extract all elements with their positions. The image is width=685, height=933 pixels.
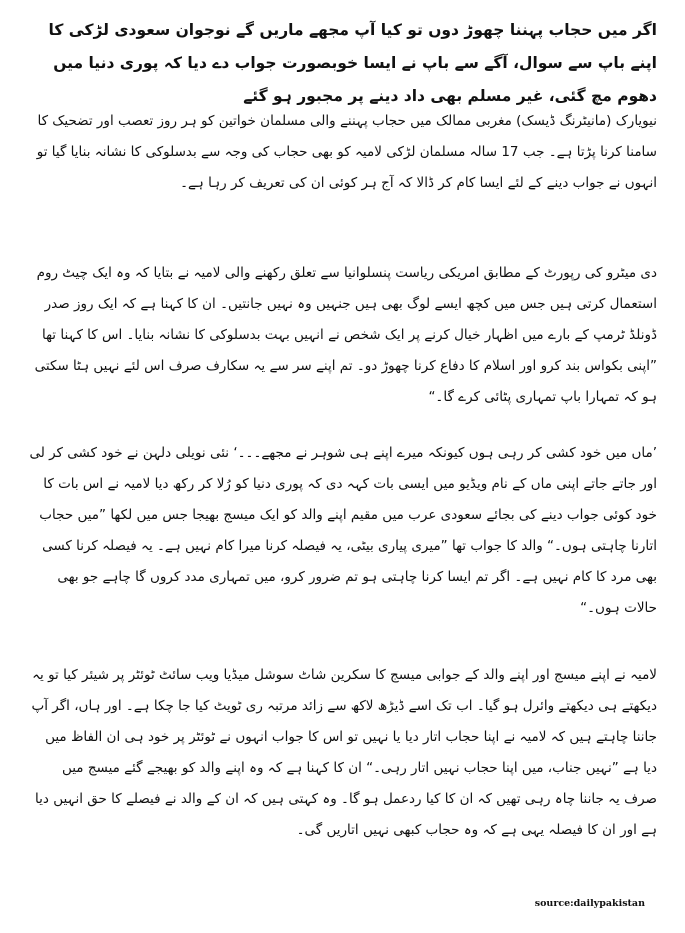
article-paragraph-4: لامیہ نے اپنے میسج اور اپنے والد کے جوابی میسج کا سکرین شاٹ سوشل میڈیا ویب سائٹ ٹوئٹر پر شیئر کیا تو یہ دیکھتے ہی دیکھتے وائرل ہو گیا۔ اب تک اسے ڈیڑھ لاکھ سے زائد مرتبہ ری ٹویٹ کیا جا چکا ہے۔ اور ہاں، اگر آپ جاننا چاہتے ہیں کہ لامیہ نے اپنا حجاب اتار دیا یا نہیں تو اس کا جواب انہوں نے ٹوئٹر پر خود ہی ان الفاظ میں دیا ہے ”نہیں جناب، میں اپنا حجاب نہیں اتار رہی۔“ ان کا کہنا ہے کہ وہ اپنے والد کو بھیجے گئے میسج میں صرف یہ جاننا چاہ رہی تھیں کہ ان کا کیا ردعمل ہو گا۔ وہ کہتی ہیں کہ ان کے والد نے فیصلے کا حق انہیں دیا ہے اور ان کا فیصلہ یہی ہے کہ وہ حجاب کبھی نہیں اتاریں گی۔ xyxy=(31,667,657,838)
article-paragraph-1: نیویارک (مانیٹرنگ ڈیسک) مغربی ممالک میں حجاب پہننے والی مسلمان خواتین کو ہر روز تعصب اور تضحیک کا سامنا کرنا پڑتا ہے۔ جب 17 سالہ مسلمان لڑکی لامیہ کو بھی حجاب کی وجہ سے بدسلوکی کا نشانہ بنایا گیا تو انہوں نے جواب دینے کے لئے ایسا کام کر ڈالا کہ آج ہر کوئی ان کی تعریف کر رہا ہے۔ xyxy=(36,113,657,191)
article-paragraph-2: دی میٹرو کی رپورٹ کے مطابق امریکی ریاست پنسلوانیا سے تعلق رکھنے والی لامیہ نے بتایا کہ وہ ایک چیٹ روم استعمال کرتی ہیں جس میں کچھ ایسے لوگ بھی ہیں جنہیں وہ نہیں جانتیں۔ ان کا کہنا ہے کہ ایک روز صدر ڈونلڈ ٹرمپ کے بارے میں اظہار خیال کرنے پر ایک شخص نے انہیں بہت بدسلوکی کا نشانہ بنایا۔ اس کا کہنا تھا ”اپنی بکواس بند کرو اور اسلام کا دفاع کرنا چھوڑ دو۔ تم اپنے سر سے یہ سکارف صرف اس لئے نہیں ہٹا سکتی ہو کہ تمہارا باپ تمہاری پٹائی کرے گا۔“ xyxy=(34,265,657,405)
article-paragraph-3: ’ماں میں خود کشی کر رہی ہوں کیونکہ میرے اپنے ہی شوہر نے مجھے۔۔۔‘ نئی نویلی دلہن نے خود کشی کر لی اور جاتے جاتے اپنی ماں کے نام ویڈیو میں ایسی بات کہہ دی کہ پوری دنیا کو رُلا کر رکھ دیا لامیہ نے اس بات کا خود کوئی جواب دینے کی بجائے سعودی عرب میں مقیم اپنے والد کو ایک میسج بھیجا جس میں لکھا ”میں حجاب اتارنا چاہتی ہوں۔“ والد کا جواب تھا ”میری پیاری بیٹی، یہ فیصلہ کرنا میرا کام نہیں ہے۔ یہ فیصلہ کرنا کسی بھی مرد کا کام نہیں ہے۔ اگر تم ایسا کرنا چاہتی ہو تم ضرور کرو، میں تمہاری مدد کروں گا چاہے جو بھی حالات ہوں۔“ xyxy=(29,445,657,616)
source-credit: source:dailypakistan xyxy=(534,898,645,909)
article-headline: اگر میں حجاب پہننا چھوڑ دوں تو کیا آپ مجھے ماریں گے نوجوان سعودی لڑکی کا اپنے باپ سے سوال، آگے سے باپ نے ایسا خوبصورت جواب دے دیا کہ پوری دنیا میں دھوم مچ گئی، غیر مسلم بھی داد دینے پر مجبور ہو گئے xyxy=(48,21,657,105)
